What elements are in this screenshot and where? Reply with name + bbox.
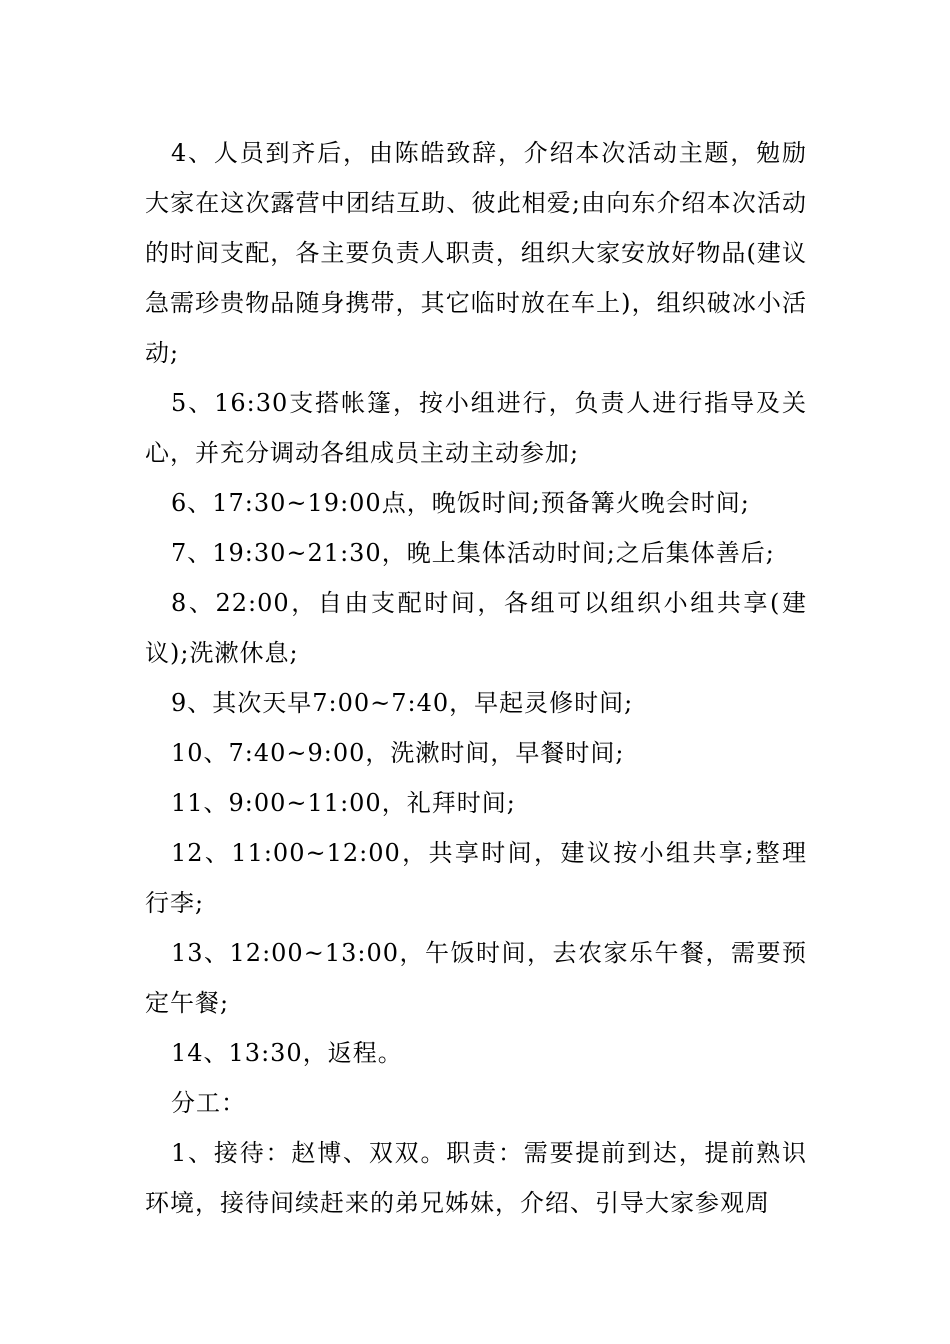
paragraph-item-13: 13、12:00~13:00，午饭时间，去农家乐午餐，需要预定午餐; [145,939,807,1017]
paragraph-item-6: 6、17:30~19:00点，晚饭时间;预备篝火晚会时间; [171,489,750,517]
section-heading-division-of-labor: 分工： [171,1089,246,1117]
paragraph-item-10: 10、7:40~9:00，洗漱时间，早餐时间; [171,739,625,767]
paragraph-item-4: 4、人员到齐后，由陈皓致辞，介绍本次活动主题，勉励大家在这次露营中团结互助、彼此相爱;由向东介绍本次活动的时间支配，各主要负责人职责，组织大家安放好物品(建议急需珍贵物品随身携带，其它临时放在车上)，组织破冰小活动; [145,139,807,367]
paragraph-item-8: 8、22:00，自由支配时间，各组可以组织小组共享(建议);洗漱休息; [145,589,807,667]
paragraph-item-5: 5、16:30支搭帐篷，按小组进行，负责人进行指导及关心，并充分调动各组成员主动主动参加; [145,389,807,467]
paragraph-item-14: 14、13:30，返程。 [171,1039,403,1067]
paragraph-item-12: 12、11:00~12:00，共享时间，建议按小组共享;整理行李; [145,839,807,917]
paragraph-item-11: 11、9:00~11:00，礼拜时间; [171,789,516,817]
duty-item-1-reception: 1、接待：赵博、双双。职责：需要提前到达，提前熟识环境，接待间续赶来的弟兄姊妹，介绍、引导大家参观周 [145,1139,807,1217]
paragraph-item-9: 9、其次天早7:00~7:40，早起灵修时间; [171,689,634,717]
document-body [145,128,807,1228]
paragraph-item-7: 7、19:30~21:30，晚上集体活动时间;之后集体善后; [171,539,775,567]
